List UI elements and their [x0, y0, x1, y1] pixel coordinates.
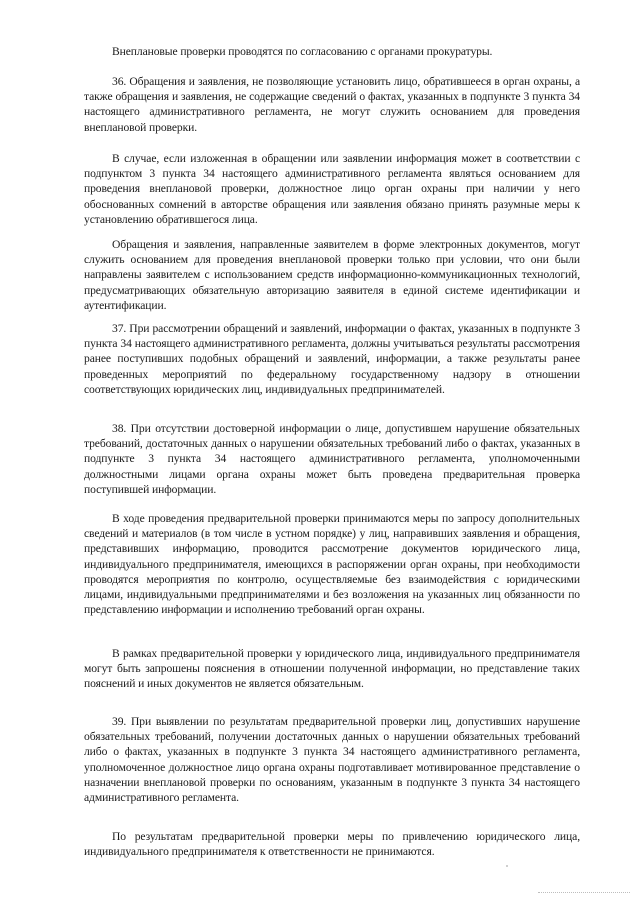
paragraph-4: Обращения и заявления, направленные заявителем в форме электронных документов, могут служить основанием для проведения внеплановой проверки только при условии, что они были направлены заявителем с использованием средств информационно-коммуникационных технологий, предусматривающих обязательную авторизацию заявителя в единой системе идентификации и аутентификации.	[84, 238, 580, 312]
paragraph-7: В ходе проведения предварительной проверки принимаются меры по запросу дополнительных сведений и материалов (в том числе в устном порядке) у лиц, направивших заявления и обращения, представивших информацию, проводится рассмотрение документов юридического лица, индивидуального предпринимателя, имеющихся в распоряжении орган охраны, при необходимости проводятся мероприятия по контролю, осуществляемые без взаимодействия с юридическими лицами, индивидуальными предпринимателями и без возложения на указанных лиц обязанности по представлению информации и исполнению требований орган охраны.	[84, 512, 580, 617]
paragraph-6: 38. При отсутствии достоверной информации о лице, допустившем нарушение обязательных требований, достаточных данных о нарушении обязательных требований либо о фактах, указанных в подпункте 3 пункта 34 настоящего административного регламента, уполномоченными должностными лицами органа охраны может быть проведена предварительная проверка поступившей информации.	[84, 422, 580, 496]
paragraph-2: 36. Обращения и заявления, не позволяющие установить лицо, обратившееся в орган охраны, а также обращения и заявления, не содержащие сведений о фактах, указанных в подпункте 3 пункта 34 настоящего административного регламента, не могут служить основанием для проведения внеплановой проверки.	[84, 75, 580, 134]
scan-speck	[506, 865, 508, 867]
paragraph-1: Внеплановые проверки проводятся по согласованию с органами прокуратуры.	[112, 45, 493, 58]
paragraph-10: По результатам предварительной проверки меры по привлечению юридического лица, индивидуального предпринимателя к ответственности не принимаются.	[84, 830, 580, 859]
paragraph-8: В рамках предварительной проверки у юридического лица, индивидуального предпринимателя могут быть запрошены пояснения в отношении полученной информации, но представление таких пояснений и иных документов не является обязательным.	[84, 647, 580, 691]
paragraph-9: 39. При выявлении по результатам предварительной проверки лиц, допустивших нарушение обязательных требований, получении достаточных данных о нарушении обязательных требований либо о фактах, указанных в подпункте 3 пункта 34 настоящего административного регламента, уполномоченное должностное лицо органа охраны подготавливает мотивированное представление о назначении внеплановой проверки по основаниям, указанным в подпункте 3 пункта 34 настоящего административного регламента.	[84, 715, 580, 805]
paragraph-3: В случае, если изложенная в обращении или заявлении информация может в соответствии с подпунктом 3 пункта 34 настоящего административного регламента являться основанием для проведения внеплановой проверки, должностное лицо орган охраны при наличии у него обоснованных сомнений в авторстве обращения или заявления обязано принять разумные меры к установлению обратившегося лица.	[84, 152, 580, 226]
scan-footer-mark	[538, 892, 630, 897]
paragraph-5: 37. При рассмотрении обращений и заявлений, информации о фактах, указанных в подпункте 3 пункта 34 настоящего административного регламента, должны учитываться результаты рассмотрения ранее поступивших подобных обращений и заявлений, информации, а также результаты ранее проведенных мероприятий по федеральному государственному надзору в отношении соответствующих юридических лиц, индивидуальных предпринимателей.	[84, 322, 580, 396]
